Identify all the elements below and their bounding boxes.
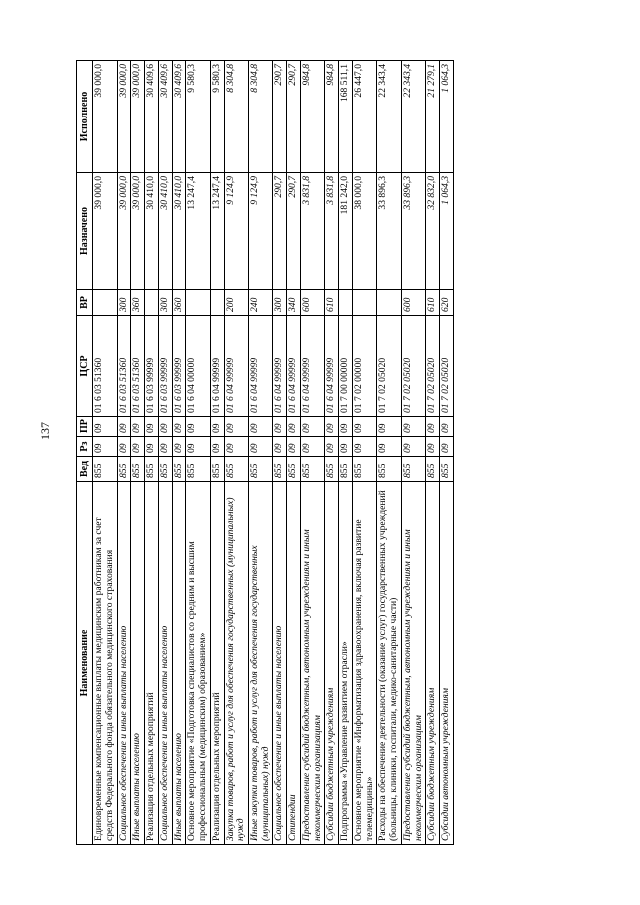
row-assigned-cell: 13 247,4 xyxy=(210,173,224,290)
row-name-cell: Субсидии автономным учреждениям xyxy=(440,482,454,845)
row-vr-cell xyxy=(210,290,224,316)
row-assigned-cell: 181 242,0 xyxy=(339,173,353,290)
row-vr-cell: 240 xyxy=(249,290,273,316)
row-rz-cell: 09 xyxy=(300,437,324,457)
row-assigned-cell: 32 832,0 xyxy=(426,173,440,290)
row-csr-cell: 01 6 04 99999 xyxy=(210,316,224,417)
row-assigned-cell: 30 410,0 xyxy=(172,173,186,290)
table-row xyxy=(249,61,273,845)
header-ved: Вед xyxy=(77,457,93,482)
header-rz: Рз xyxy=(77,437,93,457)
row-vr-cell: 360 xyxy=(172,290,186,316)
row-csr-cell: 01 7 02 05020 xyxy=(377,316,401,417)
row-done-cell: 9 580,3 xyxy=(186,61,210,173)
row-ved-cell: 855 xyxy=(210,457,224,482)
row-name-cell: Субсидии бюджетным учреждениям xyxy=(426,482,440,845)
row-done-cell: 22 343,4 xyxy=(377,61,401,173)
row-ved-cell: 855 xyxy=(273,457,287,482)
table-row xyxy=(401,61,425,845)
row-rz-cell: 09 xyxy=(93,437,117,457)
header-pr: ПР xyxy=(77,417,93,437)
table-row xyxy=(117,61,131,845)
header-csr: ЦСР xyxy=(77,316,93,417)
row-ved-cell: 855 xyxy=(117,457,131,482)
row-assigned-cell: 33 896,3 xyxy=(401,173,425,290)
row-pr-cell: 09 xyxy=(158,417,172,437)
table-row xyxy=(131,61,145,845)
row-csr-cell: 01 6 03 51360 xyxy=(117,316,131,417)
row-assigned-cell: 39 000,0 xyxy=(93,173,117,290)
row-vr-cell: 620 xyxy=(440,290,454,316)
row-name-cell: Основное мероприятие «Подготовка специалистов со средним и высшим профессиональным (медицинским) образованием» xyxy=(186,482,210,845)
row-vr-cell: 360 xyxy=(131,290,145,316)
table-row xyxy=(426,61,440,845)
row-csr-cell: 01 6 03 99999 xyxy=(158,316,172,417)
row-assigned-cell: 9 124,9 xyxy=(224,173,248,290)
row-vr-cell: 600 xyxy=(401,290,425,316)
row-csr-cell: 01 6 04 99999 xyxy=(273,316,287,417)
table-row xyxy=(158,61,172,845)
row-ved-cell: 855 xyxy=(158,457,172,482)
row-pr-cell: 09 xyxy=(273,417,287,437)
row-done-cell: 290,7 xyxy=(273,61,287,173)
row-rz-cell: 09 xyxy=(145,437,159,457)
table-row xyxy=(352,61,376,845)
row-name-cell: Реализация отдельных мероприятий xyxy=(210,482,224,845)
row-pr-cell: 09 xyxy=(325,417,339,437)
table-body xyxy=(93,61,454,845)
row-ved-cell: 855 xyxy=(352,457,376,482)
table-row xyxy=(339,61,353,845)
row-assigned-cell: 1 064,3 xyxy=(440,173,454,290)
row-csr-cell: 01 6 04 99999 xyxy=(249,316,273,417)
row-ved-cell: 855 xyxy=(249,457,273,482)
row-assigned-cell: 9 124,9 xyxy=(249,173,273,290)
row-pr-cell: 09 xyxy=(401,417,425,437)
row-rz-cell: 09 xyxy=(210,437,224,457)
row-csr-cell: 01 6 04 99999 xyxy=(325,316,339,417)
row-done-cell: 39 000,0 xyxy=(131,61,145,173)
row-rz-cell: 09 xyxy=(249,437,273,457)
row-name-cell: Предоставление субсидий бюджетным, автономным учреждениям и иным некоммерческим организациям xyxy=(401,482,425,845)
row-pr-cell: 09 xyxy=(249,417,273,437)
table-row xyxy=(224,61,248,845)
row-rz-cell: 09 xyxy=(440,437,454,457)
row-rz-cell: 09 xyxy=(131,437,145,457)
row-done-cell: 8 304,8 xyxy=(249,61,273,173)
table-row xyxy=(145,61,159,845)
row-ved-cell: 855 xyxy=(440,457,454,482)
row-done-cell: 30 409,6 xyxy=(158,61,172,173)
table-row xyxy=(377,61,401,845)
row-done-cell: 9 580,3 xyxy=(210,61,224,173)
row-rz-cell: 09 xyxy=(426,437,440,457)
row-pr-cell: 09 xyxy=(426,417,440,437)
row-name-cell: Социальное обеспечение и иные выплаты населению xyxy=(158,482,172,845)
row-assigned-cell: 38 000,0 xyxy=(352,173,376,290)
row-csr-cell: 01 6 03 51360 xyxy=(131,316,145,417)
row-assigned-cell: 290,7 xyxy=(273,173,287,290)
row-ved-cell: 855 xyxy=(93,457,117,482)
row-assigned-cell: 3 831,8 xyxy=(325,173,339,290)
row-name-cell: Закупка товаров, работ и услуг для обеспечения государственных (муниципальных) нужд xyxy=(224,482,248,845)
row-done-cell: 1 064,3 xyxy=(440,61,454,173)
row-rz-cell: 09 xyxy=(377,437,401,457)
table-row xyxy=(210,61,224,845)
row-name-cell: Предоставление субсидий бюджетным, автономным учреждениям и иным некоммерческим организациям xyxy=(300,482,324,845)
row-pr-cell: 09 xyxy=(224,417,248,437)
row-assigned-cell: 30 410,0 xyxy=(145,173,159,290)
row-csr-cell: 01 7 02 05020 xyxy=(426,316,440,417)
row-rz-cell: 09 xyxy=(186,437,210,457)
row-ved-cell: 855 xyxy=(339,457,353,482)
row-assigned-cell: 33 896,3 xyxy=(377,173,401,290)
row-ved-cell: 855 xyxy=(401,457,425,482)
header-vr: ВР xyxy=(77,290,93,316)
row-done-cell: 26 447,0 xyxy=(352,61,376,173)
row-ved-cell: 855 xyxy=(300,457,324,482)
row-vr-cell xyxy=(352,290,376,316)
header-done: Исполнено xyxy=(77,61,93,173)
row-name-cell: Реализация отдельных мероприятий xyxy=(145,482,159,845)
row-vr-cell xyxy=(339,290,353,316)
row-ved-cell: 855 xyxy=(224,457,248,482)
row-pr-cell: 09 xyxy=(300,417,324,437)
row-name-cell: Расходы на обеспечение деятельности (оказание услуг) государственных учреждений (больницы, клиники, госпитали, медико-санитарные части) xyxy=(377,482,401,845)
row-csr-cell: 01 6 04 99999 xyxy=(300,316,324,417)
row-pr-cell: 09 xyxy=(145,417,159,437)
row-vr-cell xyxy=(186,290,210,316)
row-csr-cell: 01 6 03 99999 xyxy=(172,316,186,417)
row-csr-cell: 01 6 03 99999 xyxy=(145,316,159,417)
table-row xyxy=(325,61,339,845)
row-done-cell: 8 304,8 xyxy=(224,61,248,173)
header-name: Наименование xyxy=(77,482,93,845)
row-name-cell: Иные закупки товаров, работ и услуг для обеспечения государственных (муниципальных) нужд xyxy=(249,482,273,845)
row-csr-cell: 01 7 02 00000 xyxy=(352,316,376,417)
row-pr-cell: 09 xyxy=(287,417,301,437)
row-done-cell: 39 000,0 xyxy=(117,61,131,173)
table-row xyxy=(440,61,454,845)
table-row xyxy=(93,61,117,845)
row-assigned-cell: 39 000,0 xyxy=(117,173,131,290)
row-assigned-cell: 39 000,0 xyxy=(131,173,145,290)
row-ved-cell: 855 xyxy=(426,457,440,482)
table-row xyxy=(273,61,287,845)
row-done-cell: 30 409,6 xyxy=(172,61,186,173)
row-rz-cell: 09 xyxy=(117,437,131,457)
table-row xyxy=(300,61,324,845)
row-pr-cell: 09 xyxy=(352,417,376,437)
row-vr-cell: 610 xyxy=(426,290,440,316)
row-rz-cell: 09 xyxy=(339,437,353,457)
row-csr-cell: 01 6 04 99999 xyxy=(224,316,248,417)
row-vr-cell: 600 xyxy=(300,290,324,316)
row-ved-cell: 855 xyxy=(287,457,301,482)
table-row xyxy=(287,61,301,845)
row-done-cell: 39 000,0 xyxy=(93,61,117,173)
row-done-cell: 290,7 xyxy=(287,61,301,173)
row-name-cell: Стипендии xyxy=(287,482,301,845)
row-rz-cell: 09 xyxy=(352,437,376,457)
row-rz-cell: 09 xyxy=(287,437,301,457)
row-ved-cell: 855 xyxy=(377,457,401,482)
row-vr-cell: 300 xyxy=(273,290,287,316)
row-name-cell: Единовременные компенсационные выплаты медицинским работникам за счет средств Федерального фонда обязательного медицинского страхования xyxy=(93,482,117,845)
row-ved-cell: 855 xyxy=(172,457,186,482)
row-name-cell: Основное мероприятие «Информатизация здравоохранения, включая развитие телемедицины» xyxy=(352,482,376,845)
row-assigned-cell: 30 410,0 xyxy=(158,173,172,290)
row-pr-cell: 09 xyxy=(93,417,117,437)
row-vr-cell: 300 xyxy=(158,290,172,316)
row-name-cell: Социальное обеспечение и иные выплаты населению xyxy=(273,482,287,845)
row-csr-cell: 01 6 04 99999 xyxy=(287,316,301,417)
table-header-row xyxy=(77,61,93,845)
row-vr-cell: 200 xyxy=(224,290,248,316)
row-pr-cell: 09 xyxy=(339,417,353,437)
row-pr-cell: 09 xyxy=(377,417,401,437)
row-ved-cell: 855 xyxy=(325,457,339,482)
row-csr-cell: 01 7 00 00000 xyxy=(339,316,353,417)
row-done-cell: 984,8 xyxy=(325,61,339,173)
row-pr-cell: 09 xyxy=(210,417,224,437)
row-csr-cell: 01 6 04 00000 xyxy=(186,316,210,417)
row-vr-cell xyxy=(377,290,401,316)
row-pr-cell: 09 xyxy=(131,417,145,437)
row-done-cell: 22 343,4 xyxy=(401,61,425,173)
row-vr-cell: 340 xyxy=(287,290,301,316)
row-name-cell: Социальное обеспечение и иные выплаты населению xyxy=(117,482,131,845)
table-row xyxy=(186,61,210,845)
row-rz-cell: 09 xyxy=(401,437,425,457)
row-vr-cell xyxy=(93,290,117,316)
row-pr-cell: 09 xyxy=(440,417,454,437)
budget-table xyxy=(76,60,454,845)
row-name-cell: Подпрограмма «Управление развитием отрасли» xyxy=(339,482,353,845)
table-row xyxy=(172,61,186,845)
header-assigned: Назначено xyxy=(77,173,93,290)
row-vr-cell: 300 xyxy=(117,290,131,316)
row-pr-cell: 09 xyxy=(172,417,186,437)
row-done-cell: 168 511,1 xyxy=(339,61,353,173)
row-vr-cell xyxy=(145,290,159,316)
row-pr-cell: 09 xyxy=(117,417,131,437)
row-ved-cell: 855 xyxy=(131,457,145,482)
row-assigned-cell: 3 831,8 xyxy=(300,173,324,290)
row-rz-cell: 09 xyxy=(325,437,339,457)
row-name-cell: Иные выплаты населению xyxy=(172,482,186,845)
rotated-table-container xyxy=(76,61,546,845)
row-name-cell: Субсидии бюджетным учреждениям xyxy=(325,482,339,845)
row-name-cell: Иные выплаты населению xyxy=(131,482,145,845)
row-assigned-cell: 13 247,4 xyxy=(186,173,210,290)
row-ved-cell: 855 xyxy=(186,457,210,482)
row-rz-cell: 09 xyxy=(273,437,287,457)
row-done-cell: 30 409,6 xyxy=(145,61,159,173)
row-rz-cell: 09 xyxy=(224,437,248,457)
row-pr-cell: 09 xyxy=(186,417,210,437)
row-csr-cell: 01 6 03 51360 xyxy=(93,316,117,417)
row-done-cell: 984,8 xyxy=(300,61,324,173)
row-assigned-cell: 290,7 xyxy=(287,173,301,290)
row-rz-cell: 09 xyxy=(172,437,186,457)
row-vr-cell: 610 xyxy=(325,290,339,316)
row-csr-cell: 01 7 02 05020 xyxy=(401,316,425,417)
row-done-cell: 21 279,1 xyxy=(426,61,440,173)
page-number: 137 xyxy=(38,422,52,440)
row-ved-cell: 855 xyxy=(145,457,159,482)
row-csr-cell: 01 7 02 05020 xyxy=(440,316,454,417)
row-rz-cell: 09 xyxy=(158,437,172,457)
